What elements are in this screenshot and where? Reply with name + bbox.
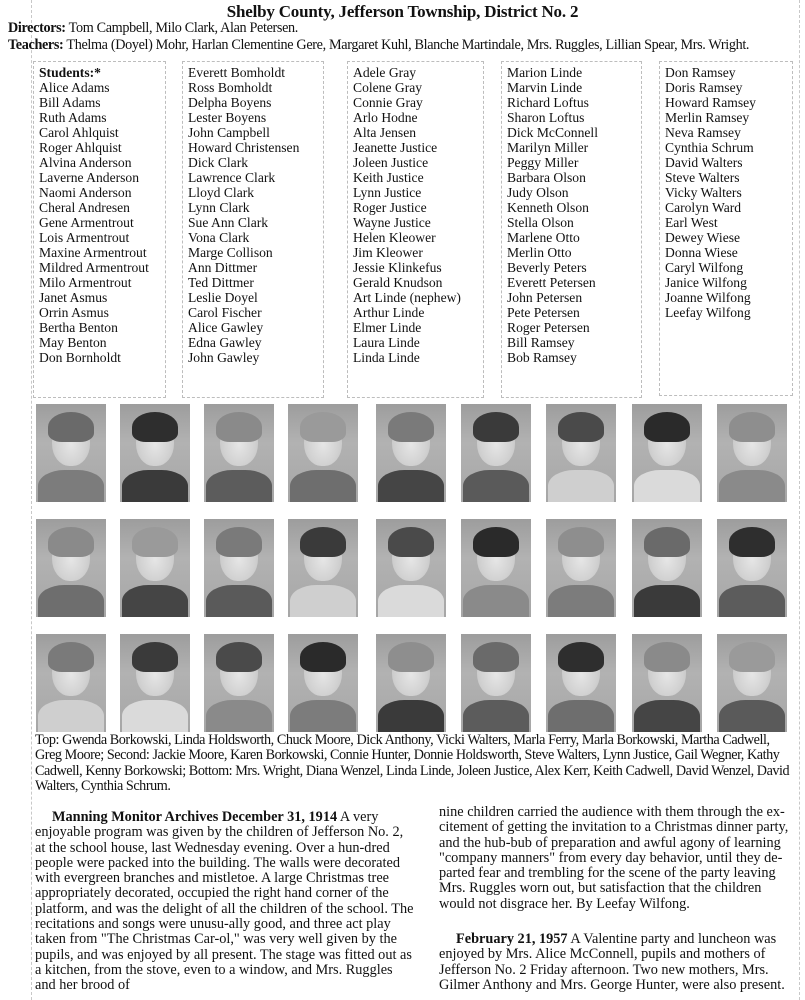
student-name: Richard Loftus [507, 95, 589, 110]
student-name: Alta Jensen [353, 125, 417, 140]
portrait-hair [388, 527, 434, 557]
student-name: David Walters [665, 155, 743, 170]
student-name: John Petersen [507, 290, 583, 305]
portrait-hair [48, 642, 94, 672]
portrait-clothing [634, 700, 700, 732]
portrait-photo [204, 519, 274, 617]
portrait-photo [717, 404, 787, 502]
students-column-4 [501, 61, 642, 398]
portrait-hair [300, 412, 346, 442]
student-name: Ted Dittmer [188, 275, 254, 290]
portrait-clothing [463, 585, 529, 617]
student-name: Helen Kleower [353, 230, 436, 245]
student-name: Vona Clark [188, 230, 250, 245]
student-name: Lynn Justice [353, 185, 422, 200]
portrait-hair [729, 412, 775, 442]
student-name: Lester Boyens [188, 110, 267, 125]
portrait-clothing [463, 700, 529, 732]
student-name: Linda Linde [353, 350, 420, 365]
student-name: Jessie Klinkefus [353, 260, 442, 275]
student-name: Bob Ramsey [507, 350, 577, 365]
portrait-photo [632, 519, 702, 617]
student-name: Elmer Linde [353, 320, 422, 335]
portrait-hair [216, 412, 262, 442]
student-name: Carol Fischer [188, 305, 262, 320]
student-name: Dewey Wiese [665, 230, 741, 245]
student-name: Don Ramsey [665, 65, 736, 80]
student-name: Leslie Doyel [188, 290, 258, 305]
student-name: Dick Clark [188, 155, 249, 170]
student-name: Marge Collison [188, 245, 273, 260]
portrait-clothing [38, 470, 104, 502]
portrait-hair [644, 412, 690, 442]
student-name: Ann Dittmer [188, 260, 258, 275]
student-name: Kenneth Olson [507, 200, 589, 215]
portrait-clothing [290, 585, 356, 617]
student-name: Pete Petersen [507, 305, 580, 320]
article-1914-part-2: nine children carried the audience with them through the ex-citement of getting the invitation to a Christmas dinner party, and the hub-bub of preparation and awful agony of learning "company manners" from every day behavior, until they de-parted fear and trembling for the scene of the party leaving Mrs. Ruggles worn out, but satisfaction that the children would not disgrace her. By Leefay Wilfong. [439, 804, 789, 912]
page-title: Shelby County, Jefferson Township, District No. 2 [226, 2, 579, 21]
portrait-hair [644, 642, 690, 672]
portrait-photo [288, 519, 358, 617]
portrait-clothing [206, 585, 272, 617]
portrait-photo [36, 634, 106, 732]
student-name: Ruth Adams [39, 110, 107, 125]
portrait-clothing [719, 700, 785, 732]
portrait-photo [546, 634, 616, 732]
student-name: Carol Ahlquist [39, 125, 119, 140]
student-name: Everett Bomholdt [188, 65, 286, 80]
student-name: Judy Olson [507, 185, 569, 200]
student-name: Alice Adams [39, 80, 110, 95]
teachers-label: Teachers: [8, 37, 64, 53]
portrait-hair [216, 527, 262, 557]
portrait-hair [388, 642, 434, 672]
portrait-photo [461, 634, 531, 732]
student-name: Gerald Knudson [353, 275, 443, 290]
portrait-photo [546, 519, 616, 617]
student-name: Roger Petersen [507, 320, 590, 335]
portrait-hair [132, 642, 178, 672]
students-column-5 [659, 61, 793, 396]
portrait-photo [717, 519, 787, 617]
student-name: Milo Armentrout [39, 275, 132, 290]
portrait-photo [632, 404, 702, 502]
portrait-hair [558, 412, 604, 442]
student-name: Stella Olson [507, 215, 574, 230]
student-name: Roger Ahlquist [39, 140, 122, 155]
teachers-names: Thelma (Doyel) Mohr, Harlan Clementine Gere, Margaret Kuhl, Blanche Martindale, Mrs. Ruggles, Lillian Spear, Mrs. Wright. [66, 37, 750, 53]
portrait-clothing [206, 470, 272, 502]
portrait-photo [376, 519, 446, 617]
portrait-clothing [122, 585, 188, 617]
student-name: Marlene Otto [507, 230, 580, 245]
portrait-clothing [122, 470, 188, 502]
students-column-3 [347, 61, 484, 398]
directors-line [8, 20, 298, 37]
students-heading: Students:* [39, 65, 101, 80]
student-name: Maxine Armentrout [39, 245, 147, 260]
portrait-clothing [634, 470, 700, 502]
student-name: Jeanette Justice [353, 140, 438, 155]
portrait-photo [204, 634, 274, 732]
portrait-clothing [378, 470, 444, 502]
student-name: Joanne Wilfong [665, 290, 751, 305]
student-name: Caryl Wilfong [665, 260, 744, 275]
student-name: Everett Petersen [507, 275, 596, 290]
portrait-photo [288, 634, 358, 732]
student-name: Neva Ramsey [665, 125, 741, 140]
student-name: Barbara Olson [507, 170, 586, 185]
student-name: Vicky Walters [665, 185, 742, 200]
portrait-clothing [290, 700, 356, 732]
portrait-hair [558, 642, 604, 672]
student-name: Gene Armentrout [39, 215, 134, 230]
portrait-hair [48, 412, 94, 442]
article-1957-heading: February 21, 1957 [456, 931, 568, 947]
portrait-hair [132, 412, 178, 442]
portrait-hair [216, 642, 262, 672]
portrait-photo [120, 404, 190, 502]
portrait-photo [546, 404, 616, 502]
page-border-left [31, 0, 32, 1000]
portrait-hair [473, 527, 519, 557]
student-name: Merlin Ramsey [665, 110, 750, 125]
student-name: Howard Ramsey [665, 95, 756, 110]
student-name: Connie Gray [353, 95, 423, 110]
student-name: Adele Gray [353, 65, 417, 80]
student-name: Lois Armentrout [39, 230, 130, 245]
student-name: Alice Gawley [188, 320, 264, 335]
student-name: Keith Justice [353, 170, 424, 185]
student-name: Lloyd Clark [188, 185, 255, 200]
portrait-hair [132, 527, 178, 557]
student-name: Joleen Justice [353, 155, 429, 170]
portrait-clothing [38, 585, 104, 617]
student-name: Laura Linde [353, 335, 420, 350]
student-name: Sue Ann Clark [188, 215, 269, 230]
student-name: John Campbell [188, 125, 270, 140]
student-name: Cheral Andresen [39, 200, 130, 215]
student-name: Roger Justice [353, 200, 427, 215]
portrait-clothing [206, 700, 272, 732]
student-name: Marilyn Miller [507, 140, 589, 155]
portrait-hair [729, 527, 775, 557]
student-name: Dick McConnell [507, 125, 598, 140]
portrait-photo [120, 634, 190, 732]
student-name: May Benton [39, 335, 107, 350]
student-name: Arlo Hodne [353, 110, 418, 125]
student-name: Bertha Benton [39, 320, 118, 335]
portrait-photo [288, 404, 358, 502]
portrait-photo [632, 634, 702, 732]
student-name: Wayne Justice [353, 215, 431, 230]
portrait-photo [461, 519, 531, 617]
student-name: Lawrence Clark [188, 170, 276, 185]
portrait-clothing [548, 700, 614, 732]
photo-row-top [36, 404, 796, 504]
portrait-clothing [122, 700, 188, 732]
portrait-clothing [548, 470, 614, 502]
portrait-hair [558, 527, 604, 557]
student-name: Doris Ramsey [665, 80, 743, 95]
article-1914-body: A very enjoyable program was given by the children of Jefferson No. 2, at the school house, last Wednesday evening. Over a hun-dred people were packed into the building. The walls were decorated with evergreen branches and mistletoe. A large Christmas tree appropriately decorated, occupied the right hand corner of the platform, and was the delight of all the children of the school. The recitations and songs were unusu-ally good, and three act play taken from "The Christmas Car-ol," was very well given by the pupils, and was enjoyed by all present. The stage was fitted out as a kitchen, from the stove, even to a window, and Mrs. Ruggles and her brood of [35, 809, 414, 994]
portrait-hair [473, 642, 519, 672]
student-name: Art Linde (nephew) [353, 290, 461, 305]
student-name: Ross Bomholdt [188, 80, 273, 95]
page-border-right [799, 0, 800, 1000]
student-name: John Gawley [188, 350, 260, 365]
portrait-clothing [548, 585, 614, 617]
student-name: Naomi Anderson [39, 185, 132, 200]
portrait-photo [120, 519, 190, 617]
directors-names: Tom Campbell, Milo Clark, Alan Petersen. [68, 20, 298, 36]
portrait-hair [300, 527, 346, 557]
portrait-photo [376, 634, 446, 732]
student-name: Peggy Miller [507, 155, 579, 170]
portrait-photo [36, 519, 106, 617]
student-name: Arthur Linde [353, 305, 425, 320]
student-name: Donna Wiese [665, 245, 738, 260]
portrait-photo [204, 404, 274, 502]
portrait-hair [473, 412, 519, 442]
portrait-hair [48, 527, 94, 557]
student-name: Sharon Loftus [507, 110, 585, 125]
student-name: Delpha Boyens [188, 95, 272, 110]
portrait-photo [376, 404, 446, 502]
portrait-clothing [719, 585, 785, 617]
student-name: Leefay Wilfong [665, 305, 751, 320]
student-name: Marvin Linde [507, 80, 583, 95]
students-column-1 [33, 61, 166, 398]
student-name: Beverly Peters [507, 260, 587, 275]
student-name: Don Bornholdt [39, 350, 121, 365]
student-name: Merlin Otto [507, 245, 572, 260]
article-1957 [439, 932, 797, 993]
student-name: Laverne Anderson [39, 170, 140, 185]
directors-label: Directors: [8, 20, 66, 36]
student-name: Cynthia Schrum [665, 140, 754, 155]
students-column-2 [182, 61, 324, 398]
student-name: Colene Gray [353, 80, 423, 95]
portrait-photo [36, 404, 106, 502]
student-name: Bill Adams [39, 95, 101, 110]
article-1957-body: A Valentine party and luncheon was enjoyed by Mrs. Alice McConnell, pupils and mothers of Jefferson No. 2 Friday afternoon. Two new mothers, Mrs. Gilmer Anthony and Mrs. George Hunter, were also present. [439, 931, 785, 993]
student-name: Marion Linde [507, 65, 583, 80]
student-name: Edna Gawley [188, 335, 262, 350]
portrait-clothing [38, 700, 104, 732]
portrait-hair [300, 642, 346, 672]
article-1914-part-1 [35, 810, 415, 994]
article-1914-heading: Manning Monitor Archives December 31, 1914 [52, 809, 338, 825]
student-name: Bill Ramsey [507, 335, 575, 350]
portrait-clothing [378, 585, 444, 617]
portrait-photo [717, 634, 787, 732]
portrait-hair [644, 527, 690, 557]
student-name: Carolyn Ward [665, 200, 742, 215]
photo-caption: Top: Gwenda Borkowski, Linda Holdsworth, Chuck Moore, Dick Anthony, Vicki Walters, Marla Ferry, Marla Borkowski, Martha Cadwell, Greg Moore; Second: Jackie Moore, Karen Borkowski, Connie Hunter, Donnie Holdsworth, Steve Walters, Lynn Justice, Gail Wegner, Kathy Cadwell, Kenny Borkowski; Bottom: Mrs. Wright, Diana Wenzel, Linda Linde, Joleen Justice, Alex Kerr, Keith Cadwell, David Wenzel, David Walters, Cynthia Schrum. [35, 732, 790, 794]
student-name: Alvina Anderson [39, 155, 132, 170]
student-name: Orrin Asmus [39, 305, 109, 320]
photo-row-second [36, 519, 796, 619]
photo-row-bottom [36, 634, 796, 734]
portrait-clothing [719, 470, 785, 502]
student-name: Lynn Clark [188, 200, 250, 215]
student-name: Jim Kleower [353, 245, 423, 260]
student-name: Howard Christensen [188, 140, 300, 155]
portrait-clothing [463, 470, 529, 502]
portrait-clothing [634, 585, 700, 617]
portrait-photo [461, 404, 531, 502]
portrait-hair [729, 642, 775, 672]
portrait-clothing [290, 470, 356, 502]
student-name: Steve Walters [665, 170, 740, 185]
student-name: Mildred Armentrout [39, 260, 149, 275]
teachers-line [8, 37, 749, 54]
student-name: Janice Wilfong [665, 275, 747, 290]
portrait-hair [388, 412, 434, 442]
student-name: Earl West [665, 215, 718, 230]
portrait-clothing [378, 700, 444, 732]
student-name: Janet Asmus [39, 290, 108, 305]
